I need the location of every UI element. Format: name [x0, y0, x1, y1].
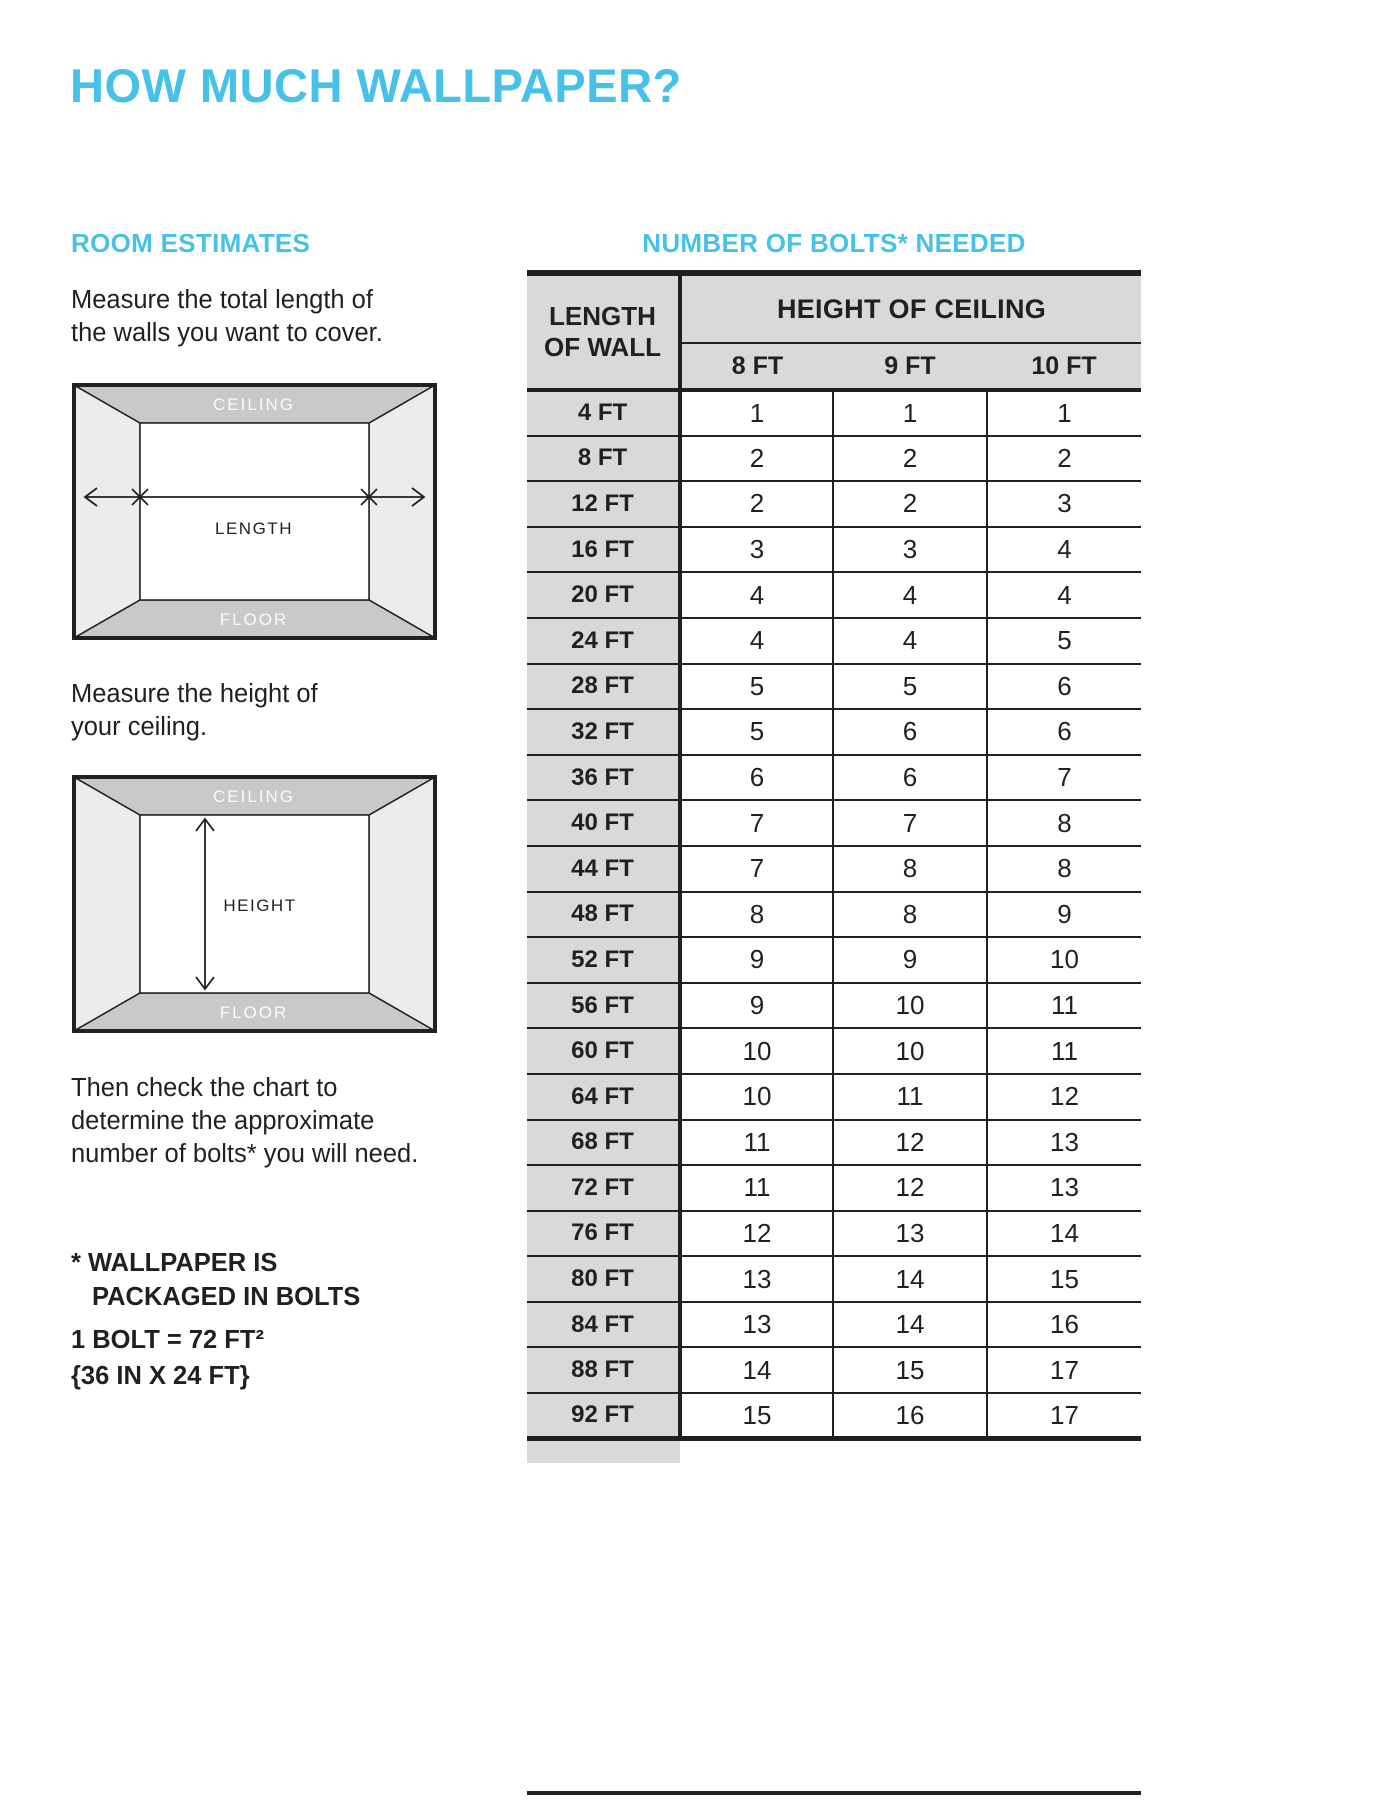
table-row — [527, 892, 1141, 938]
text-line: your ceiling. — [71, 713, 208, 741]
wall-length-cell: 64 FT — [527, 1074, 680, 1120]
bolt-count-cell: 2 — [680, 436, 833, 482]
right-wall — [369, 777, 435, 1031]
bolt-definition — [71, 1322, 264, 1394]
bolt-count-cell: 5 — [680, 664, 833, 710]
text-line: the walls you want to cover. — [71, 319, 383, 347]
bolt-count-cell: 2 — [833, 436, 987, 482]
wall-length-cell: 16 FT — [527, 527, 680, 573]
bolt-count-cell: 7 — [680, 846, 833, 892]
bolt-count-cell: 11 — [680, 1120, 833, 1166]
bolt-count-cell: 2 — [987, 436, 1141, 482]
ceiling-label: CEILING — [212, 395, 296, 414]
left-wall — [74, 385, 140, 638]
bolt-count-cell: 4 — [680, 572, 833, 618]
bolt-count-cell: 4 — [680, 618, 833, 664]
text-line: determine the approximate — [71, 1107, 375, 1135]
bolt-count-cell: 6 — [987, 709, 1141, 755]
wall-length-cell: 48 FT — [527, 892, 680, 938]
bolt-count-cell: 9 — [987, 892, 1141, 938]
bolt-count-cell: 10 — [833, 1028, 987, 1074]
wall-length-cell: 8 FT — [527, 436, 680, 482]
bolt-count-cell: 1 — [833, 390, 987, 436]
bolt-count-cell: 13 — [680, 1256, 833, 1302]
wall-length-cell: 84 FT — [527, 1302, 680, 1348]
table-row — [527, 755, 1141, 801]
bolt-count-cell: 4 — [833, 572, 987, 618]
bolt-count-cell: 14 — [987, 1211, 1141, 1257]
table-row — [527, 527, 1141, 573]
bolt-count-cell: 9 — [680, 983, 833, 1029]
table-row — [527, 1028, 1141, 1074]
table-row — [527, 1256, 1141, 1302]
bolt-count-cell: 8 — [680, 892, 833, 938]
room-estimates-heading: ROOM ESTIMATES — [71, 228, 311, 258]
bolt-count-cell: 12 — [833, 1165, 987, 1211]
bolt-count-cell: 17 — [987, 1393, 1141, 1439]
page-title: HOW MUCH WALLPAPER? — [70, 59, 682, 112]
wall-length-cell: 72 FT — [527, 1165, 680, 1211]
bolt-count-cell: 6 — [833, 709, 987, 755]
bolt-count-cell: 17 — [987, 1347, 1141, 1393]
bolt-count-cell: 1 — [680, 390, 833, 436]
bolt-count-cell: 2 — [680, 481, 833, 527]
bolt-count-cell: 10 — [833, 983, 987, 1029]
table-row — [527, 709, 1141, 755]
bolt-count-cell: 8 — [987, 800, 1141, 846]
bolt-count-cell: 7 — [680, 800, 833, 846]
wall-length-cell: 68 FT — [527, 1120, 680, 1166]
length-label: LENGTH — [215, 519, 293, 538]
bolt-count-cell: 14 — [680, 1347, 833, 1393]
bolt-size-line: 1 BOLT = 72 FT² — [71, 1326, 264, 1354]
wall-length-cell: 76 FT — [527, 1211, 680, 1257]
bolt-count-cell: 10 — [680, 1028, 833, 1074]
table-row — [527, 481, 1141, 527]
bolt-count-cell: 11 — [987, 983, 1141, 1029]
table-row — [527, 618, 1141, 664]
bolt-count-cell: 3 — [680, 527, 833, 573]
table-row — [527, 846, 1141, 892]
bolt-count-cell: 5 — [833, 664, 987, 710]
bolt-count-cell: 15 — [987, 1256, 1141, 1302]
table-row — [527, 1165, 1141, 1211]
bolt-count-cell: 2 — [833, 481, 987, 527]
bolt-count-cell: 3 — [833, 527, 987, 573]
instruction-step-2 — [71, 678, 318, 744]
wall-length-cell: 36 FT — [527, 755, 680, 801]
bolt-count-cell: 16 — [987, 1302, 1141, 1348]
text-line: Then check the chart to — [71, 1074, 338, 1102]
table-row — [527, 1074, 1141, 1120]
floor-label: FLOOR — [219, 1003, 289, 1022]
bolt-count-cell: 8 — [833, 846, 987, 892]
bolt-count-cell: 10 — [987, 937, 1141, 983]
bolts-needed-heading: NUMBER OF BOLTS* NEEDED — [642, 228, 1026, 258]
wall-length-cell: 24 FT — [527, 618, 680, 664]
bolts-table-section — [527, 270, 1141, 1463]
room-length-diagram — [72, 383, 437, 640]
bolt-count-cell: 13 — [987, 1120, 1141, 1166]
bolt-count-cell: 9 — [833, 937, 987, 983]
bolt-count-cell: 4 — [833, 618, 987, 664]
ceiling-label: CEILING — [212, 787, 296, 806]
bolt-count-cell: 11 — [833, 1074, 987, 1120]
bolt-count-cell: 12 — [680, 1211, 833, 1257]
bolt-count-cell: 11 — [987, 1028, 1141, 1074]
col-header-9ft: 9 FT — [833, 343, 987, 390]
bolt-count-cell: 8 — [833, 892, 987, 938]
right-wall — [369, 385, 435, 638]
back-wall — [140, 423, 369, 600]
wall-length-cell: 80 FT — [527, 1256, 680, 1302]
col-header-10ft: 10 FT — [987, 343, 1141, 390]
wall-length-cell: 28 FT — [527, 664, 680, 710]
text-line: OF WALL — [544, 332, 661, 362]
bolt-count-cell: 6 — [680, 755, 833, 801]
wall-length-cell: 32 FT — [527, 709, 680, 755]
bolt-count-cell: 12 — [987, 1074, 1141, 1120]
bolt-count-cell: 13 — [987, 1165, 1141, 1211]
bolt-count-cell: 1 — [987, 390, 1141, 436]
wall-length-cell: 88 FT — [527, 1347, 680, 1393]
table-row — [527, 1211, 1141, 1257]
wall-length-cell: 4 FT — [527, 390, 680, 436]
bolt-count-cell: 12 — [833, 1120, 987, 1166]
bolts-table-body — [527, 390, 1141, 1439]
table-row — [527, 572, 1141, 618]
footnote-line: PACKAGED IN BOLTS — [92, 1283, 361, 1311]
instruction-step-1 — [71, 284, 383, 350]
text-line: Measure the height of — [71, 680, 318, 708]
bolt-count-cell: 3 — [987, 481, 1141, 527]
bolt-count-cell: 8 — [987, 846, 1141, 892]
bolt-count-cell: 4 — [987, 527, 1141, 573]
bolt-count-cell: 11 — [680, 1165, 833, 1211]
bolt-count-cell: 15 — [833, 1347, 987, 1393]
table-row — [527, 390, 1141, 436]
wall-length-cell: 52 FT — [527, 937, 680, 983]
table-row — [527, 800, 1141, 846]
table-row — [527, 1120, 1141, 1166]
text-line: Measure the total length of — [71, 286, 373, 314]
bolt-dimensions-line: {36 IN X 24 FT} — [71, 1362, 250, 1390]
bolt-count-cell: 15 — [680, 1393, 833, 1439]
table-row — [527, 1347, 1141, 1393]
length-of-wall-header — [527, 273, 680, 390]
height-label: HEIGHT — [223, 896, 297, 915]
bolt-count-cell: 5 — [987, 618, 1141, 664]
table-row — [527, 436, 1141, 482]
instruction-step-3 — [71, 1072, 418, 1171]
table-row — [527, 937, 1141, 983]
left-wall — [74, 777, 140, 1031]
table-row — [527, 1302, 1141, 1348]
bolt-count-cell: 10 — [680, 1074, 833, 1120]
floor-label: FLOOR — [219, 610, 289, 629]
bolt-count-cell: 4 — [987, 572, 1141, 618]
height-of-ceiling-header: HEIGHT OF CEILING — [680, 273, 1141, 343]
bolt-count-cell: 9 — [680, 937, 833, 983]
wall-length-cell: 60 FT — [527, 1028, 680, 1074]
bolt-count-cell: 14 — [833, 1302, 987, 1348]
bolt-count-cell: 13 — [680, 1302, 833, 1348]
wall-length-cell: 20 FT — [527, 572, 680, 618]
wall-length-cell: 44 FT — [527, 846, 680, 892]
text-line: number of bolts* you will need. — [71, 1140, 419, 1168]
wall-length-cell: 56 FT — [527, 983, 680, 1029]
ceiling-height-diagram — [72, 775, 437, 1033]
table-gray-stub — [527, 1441, 680, 1463]
footnote-line: * WALLPAPER IS — [71, 1249, 278, 1277]
bottom-rule — [527, 1791, 1141, 1795]
col-header-8ft: 8 FT — [680, 343, 833, 390]
bolts-table — [527, 270, 1141, 1441]
bolt-count-cell: 6 — [987, 664, 1141, 710]
wall-length-cell: 12 FT — [527, 481, 680, 527]
bolt-count-cell: 7 — [833, 800, 987, 846]
bolt-count-cell: 6 — [833, 755, 987, 801]
bolt-count-cell: 14 — [833, 1256, 987, 1302]
bolt-count-cell: 13 — [833, 1211, 987, 1257]
bolt-count-cell: 7 — [987, 755, 1141, 801]
wall-length-cell: 40 FT — [527, 800, 680, 846]
table-row — [527, 664, 1141, 710]
table-row — [527, 1393, 1141, 1439]
bolts-footnote — [71, 1246, 360, 1314]
text-line: LENGTH — [549, 301, 656, 331]
bolt-count-cell: 5 — [680, 709, 833, 755]
table-row — [527, 983, 1141, 1029]
bolt-count-cell: 16 — [833, 1393, 987, 1439]
wall-length-cell: 92 FT — [527, 1393, 680, 1439]
